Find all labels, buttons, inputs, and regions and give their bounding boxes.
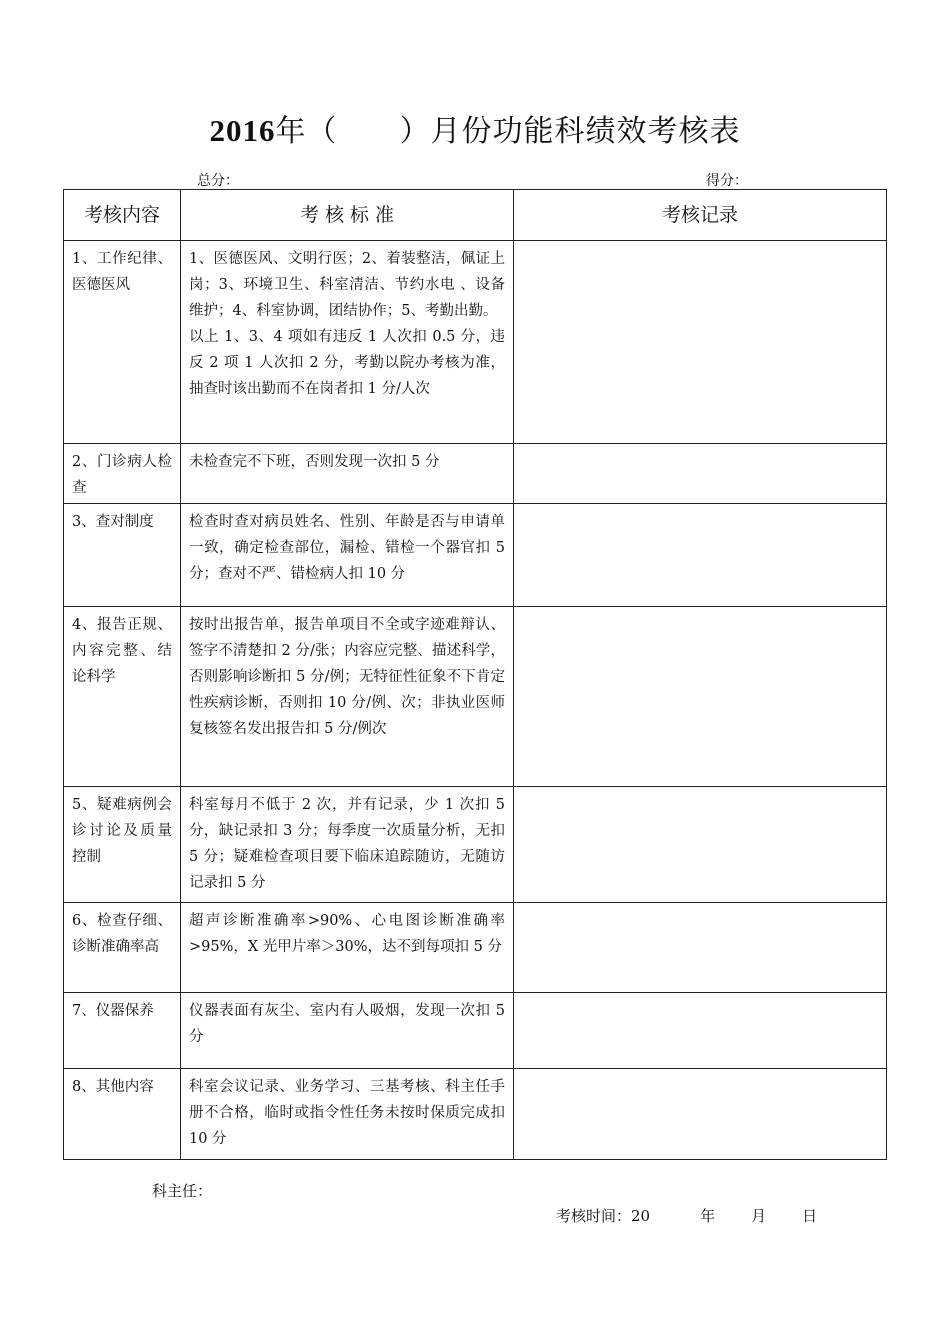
table-row <box>64 993 887 1069</box>
header-record: 考核记录 <box>514 190 887 241</box>
obtained-score-label: 得分： <box>706 173 748 189</box>
row-item: 3、查对制度 <box>64 504 181 607</box>
date-day-unit: 日 <box>802 1207 818 1225</box>
row-standard <box>181 241 514 444</box>
page-title <box>0 106 950 150</box>
row-standard-rule: 以上 1、3、4 项如有违反 1 人次扣 0.5 分，违反 2 项 1 人次扣 2 分，考勤以院办考核为准，抽查时该出勤而不在岗者扣 1 分/人次 <box>189 329 505 397</box>
table-row <box>64 903 887 993</box>
record-cell[interactable] <box>514 903 887 993</box>
record-cell[interactable] <box>514 504 887 607</box>
record-cell[interactable] <box>514 787 887 903</box>
table-row <box>64 1069 887 1160</box>
title-text: 年（ ）月份功能科绩效考核表 <box>275 114 741 149</box>
row-item: 2、门诊病人检查 <box>64 444 181 504</box>
header-content: 考核内容 <box>64 190 181 241</box>
date-year-unit: 年 <box>700 1207 716 1225</box>
row-item: 7、仪器保养 <box>64 993 181 1069</box>
table-row <box>64 444 887 504</box>
director-signature-label: 科主任： <box>152 1182 213 1200</box>
row-standard: 科室每月不低于 2 次，并有记录，少 1 次扣 5 分，缺记录扣 3 分；每季度一次质量分析，无扣 5 分；疑难检查项目要下临床追踪随访，无随访记录扣 5 分 <box>181 787 514 903</box>
record-cell[interactable] <box>514 1069 887 1160</box>
total-score-label: 总分： <box>197 173 239 189</box>
row-item: 6、检查仔细、诊断准确率高 <box>64 903 181 993</box>
record-cell[interactable] <box>514 607 887 787</box>
row-standard: 按时出报告单，报告单项目不全或字迹难辩认、签字不清楚扣 2 分/张；内容应完整、描述科学，否则影响诊断扣 5 分/例；无特征性征象不下肯定性疾病诊断，否则扣 10 分/例、次；非执业医师复核签名发出报告扣 5 分/例次 <box>181 607 514 787</box>
row-standard: 仪器表面有灰尘、室内有人吸烟，发现一次扣 5 分 <box>181 993 514 1069</box>
record-cell[interactable] <box>514 444 887 504</box>
row-item: 1、工作纪律、医德医风 <box>64 241 181 444</box>
assessment-date <box>556 1205 817 1226</box>
table-header-row <box>64 190 887 241</box>
row-item: 4、报告正规、内容完整、结论科学 <box>64 607 181 787</box>
table-row <box>64 241 887 444</box>
table-row <box>64 787 887 903</box>
row-item: 8、其他内容 <box>64 1069 181 1160</box>
row-standard: 检查时查对病员姓名、性别、年龄是否与申请单一致，确定检查部位，漏检、错检一个器官扣 5 分；查对不严、错检病人扣 10 分 <box>181 504 514 607</box>
row-standard: 未检查完不下班，否则发现一次扣 5 分 <box>181 444 514 504</box>
row-standard: 超声诊断准确率>90%、心电图诊断准确率>95%，X 光甲片率＞30%，达不到每项扣 5 分 <box>181 903 514 993</box>
header-standard: 考 核 标 准 <box>181 190 514 241</box>
table-row <box>64 504 887 607</box>
table-row <box>64 607 887 787</box>
record-cell[interactable] <box>514 241 887 444</box>
date-month-unit: 月 <box>751 1207 767 1225</box>
row-item: 5、疑难病例会诊讨论及质量控制 <box>64 787 181 903</box>
record-cell[interactable] <box>514 993 887 1069</box>
row-standard-text: 1、医德医风、文明行医；2、着装整洁，佩证上岗；3、环境卫生、科室清洁、节约水电 、设备维护；4、科室协调，团结协作；5、考勤出勤。 <box>189 251 505 319</box>
date-label: 考核时间：20 <box>556 1207 651 1225</box>
assessment-table <box>63 189 887 1160</box>
title-year: 2016 <box>209 113 276 148</box>
row-standard: 科室会议记录、业务学习、三基考核、科主任手册不合格，临时或指令性任务未按时保质完成扣 10 分 <box>181 1069 514 1160</box>
